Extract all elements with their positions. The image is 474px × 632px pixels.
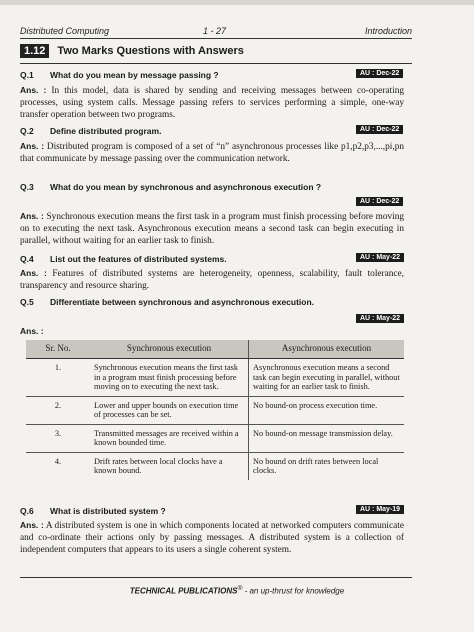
page-top-edge: [0, 0, 474, 5]
section-rule: [20, 63, 412, 64]
page-number: 1 - 27: [203, 26, 227, 36]
table-cell: Drift rates between local clocks have a known bound.: [90, 452, 249, 480]
exam-badge: AU : May-22: [356, 314, 404, 323]
exam-badge: AU : Dec-22: [356, 69, 403, 78]
table-cell: No bound on drift rates between local clocks.: [249, 452, 405, 480]
table-cell: No bound-on message transmission delay.: [249, 424, 405, 452]
question-1: Q.1 What do you mean by message passing ?: [20, 70, 219, 80]
table-cell: No bound-on process execution time.: [249, 396, 405, 424]
answer-6: Ans. : A distributed system is one in which components located at networked computers communicate and co-ordinate their actions only by passing messages. A distributed system is a collection of independent computers that appears to its users a single coherent system.: [20, 520, 404, 555]
running-header-left: Distributed Computing: [20, 26, 110, 36]
answer-5: Ans. :: [20, 326, 44, 336]
header-rule: [20, 38, 412, 39]
publisher-name: TECHNICAL PUBLICATIONS: [129, 586, 238, 596]
table-row: [26, 452, 404, 480]
table-row: [26, 396, 404, 424]
question-3: Q.3 What do you mean by synchronous and asynchronous execution ?: [20, 182, 322, 192]
running-header-right: Introduction: [364, 26, 412, 36]
table-cell: Lower and upper bounds on execution time of processes can be set.: [90, 396, 249, 424]
column-header-synchronous: Synchronous execution: [90, 340, 249, 359]
table-header-row: [26, 340, 404, 359]
registered-mark: ®: [237, 585, 243, 592]
answer-2: Ans. : Distributed program is composed of a set of “n” asynchronous processes like p1,p2,p3,...,pi,pn that communicate by message passing over the communication network.: [20, 141, 404, 164]
table-cell: Synchronous execution means the first task in a program must finish processing before moving on to executing the next task.: [90, 359, 249, 397]
question-2: Q.2 Define distributed program.: [20, 126, 162, 136]
table-cell: Asynchronous execution means a second task can begin executing in parallel, without waiting for an earlier task to finish.: [249, 359, 405, 397]
comparison-table: [26, 340, 404, 480]
table-cell: 4.: [26, 452, 90, 480]
column-header-asynchronous: Asynchronous execution: [249, 340, 405, 359]
exam-badge: AU : May-22: [356, 253, 404, 262]
footer-rule: [20, 577, 412, 578]
question-4: Q.4 List out the features of distributed systems.: [20, 254, 227, 264]
table-cell: 2.: [26, 396, 90, 424]
question-6: Q.6 What is distributed system ?: [20, 506, 166, 516]
question-5: Q.5 Differentiate between synchronous and asynchronous execution.: [20, 297, 315, 307]
publisher-tagline: - an up-thrust for knowledge: [242, 586, 345, 596]
section-number: 1.12: [20, 44, 49, 58]
section-title: Two Marks Questions with Answers: [57, 45, 244, 57]
table-cell: Transmitted messages are received within a known bounded time.: [90, 424, 249, 452]
exam-badge: AU : Dec-22: [356, 197, 403, 206]
page-footer: [0, 585, 474, 596]
section-heading: [20, 44, 244, 58]
exam-badge: AU : May-19: [356, 505, 404, 514]
answer-3: Ans. : Synchronous execution means the first task in a program must finish processing before moving on to executing the next task. Asynchronous execution means a second task can begin executing in parallel, without waiting for an earlier task to finish.: [20, 211, 404, 246]
answer-1: Ans. : In this model, data is shared by sending and receiving messages between co-operating processes, using system calls. Message passing refers to services performing a simple, one-way transfer operation between two programs.: [20, 85, 404, 120]
table-cell: 3.: [26, 424, 90, 452]
exam-badge: AU : Dec-22: [356, 125, 403, 134]
table-row: [26, 424, 404, 452]
table-row: [26, 359, 404, 397]
table-cell: 1.: [26, 359, 90, 397]
column-header-sr-no: Sr. No.: [26, 340, 90, 359]
answer-4: Ans. : Features of distributed systems are heterogeneity, openness, scalability, fault tolerance, transparency and resource sharing.: [20, 268, 404, 291]
